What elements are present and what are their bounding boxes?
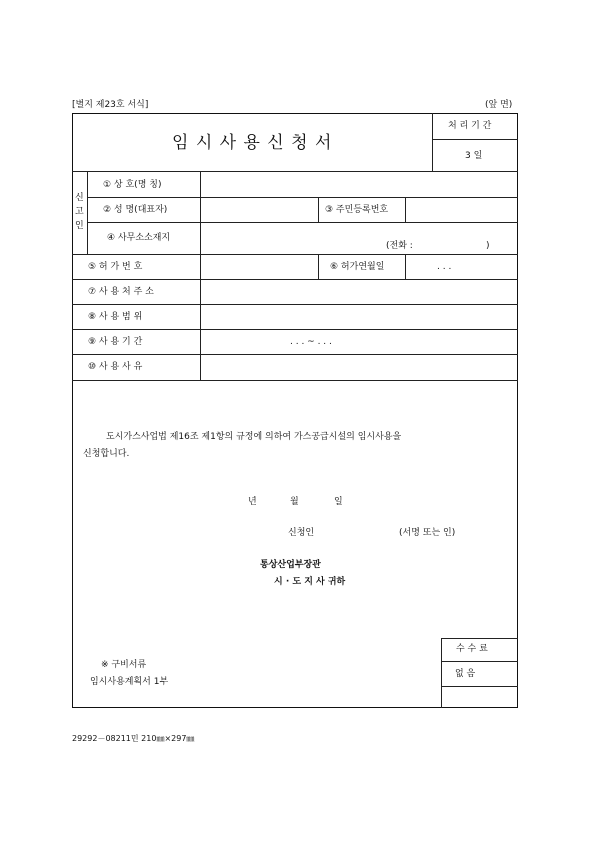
form-number: [별지 제23호 서식] bbox=[72, 100, 149, 110]
processing-period-label: 처 리 기 간 bbox=[448, 121, 492, 131]
row-line-4 bbox=[72, 279, 518, 280]
statement-line-1: 도시가스사업법 제16조 제1항의 규정에 의하여 가스공급시설의 임시사용을 bbox=[106, 432, 402, 442]
permit-no-label: ⑤ 허 가 번 호 bbox=[88, 262, 143, 272]
permit-date-label: ⑥ 허가연월일 bbox=[330, 262, 385, 272]
applicant-sign-label: 신청인 bbox=[288, 528, 315, 538]
usage-period-placeholder: . . . ~ . . . bbox=[290, 337, 332, 347]
applicant-side-char-2: 고 bbox=[75, 207, 84, 217]
fee-label: 수 수 료 bbox=[456, 644, 488, 654]
fee-mid-line bbox=[441, 661, 518, 662]
label-column-divider bbox=[200, 171, 201, 380]
row-line-3 bbox=[72, 254, 518, 255]
applicant-side-char-1: 신 bbox=[75, 193, 84, 203]
permit-row-divider-2 bbox=[405, 254, 406, 279]
date-year: 년 bbox=[248, 497, 257, 507]
row-line-6 bbox=[72, 329, 518, 330]
title-divider bbox=[432, 113, 433, 171]
form-title: 임 시 사 용 신 청 서 bbox=[172, 133, 333, 153]
row-line-1 bbox=[87, 197, 518, 198]
resident-no-label: ③ 주민등록번호 bbox=[325, 205, 389, 215]
fee-bottom-line bbox=[441, 686, 518, 687]
name-label: ② 성 명(대표자) bbox=[103, 205, 168, 215]
fee-left-line bbox=[441, 638, 442, 708]
applicant-side-char-3: 인 bbox=[75, 221, 84, 231]
applicant-side-divider bbox=[87, 171, 88, 254]
processing-divider bbox=[432, 139, 518, 140]
trade-name-label: ① 상 호(명 칭) bbox=[103, 180, 162, 190]
recipient-line-2: 시 · 도 지 사 귀하 bbox=[274, 577, 346, 587]
title-bottom-line bbox=[72, 171, 518, 172]
fee-value: 없 음 bbox=[455, 669, 476, 679]
form-code-footer: 29292－08211민 210㎜×297㎜ bbox=[72, 734, 195, 743]
row-line-8 bbox=[72, 380, 518, 381]
permit-row-divider-1 bbox=[318, 254, 319, 279]
row-line-7 bbox=[72, 354, 518, 355]
processing-period-value: 3 일 bbox=[465, 151, 483, 161]
phone-label: (전화 : bbox=[386, 241, 413, 251]
name-row-divider-1 bbox=[318, 197, 319, 222]
form-frame bbox=[72, 113, 518, 708]
usage-period-label: ⑨ 사 용 기 간 bbox=[88, 337, 143, 347]
row-line-5 bbox=[72, 304, 518, 305]
recipient-line-1: 통상산업부장관 bbox=[260, 560, 321, 570]
usage-scope-label: ⑧ 사 용 범 위 bbox=[88, 312, 143, 322]
row-line-2 bbox=[87, 222, 518, 223]
usage-location-label: ⑦ 사 용 처 주 소 bbox=[88, 287, 154, 297]
attachments-item-1: 임시사용계획서 1부 bbox=[90, 677, 169, 687]
usage-reason-label: ⑩ 사 용 사 유 bbox=[88, 362, 143, 372]
date-day: 일 bbox=[334, 497, 343, 507]
permit-date-placeholder: . . . bbox=[437, 262, 452, 272]
fee-top-line bbox=[441, 638, 518, 639]
date-month: 월 bbox=[290, 497, 299, 507]
statement-line-2: 신청합니다. bbox=[83, 449, 130, 459]
signature-label: (서명 또는 인) bbox=[399, 528, 456, 538]
attachments-title: ※ 구비서류 bbox=[101, 660, 147, 670]
office-address-label: ④ 사무소소재지 bbox=[107, 233, 171, 243]
page-side-label: (앞 면) bbox=[485, 100, 513, 110]
phone-close: ) bbox=[486, 241, 490, 251]
name-row-divider-2 bbox=[405, 197, 406, 222]
